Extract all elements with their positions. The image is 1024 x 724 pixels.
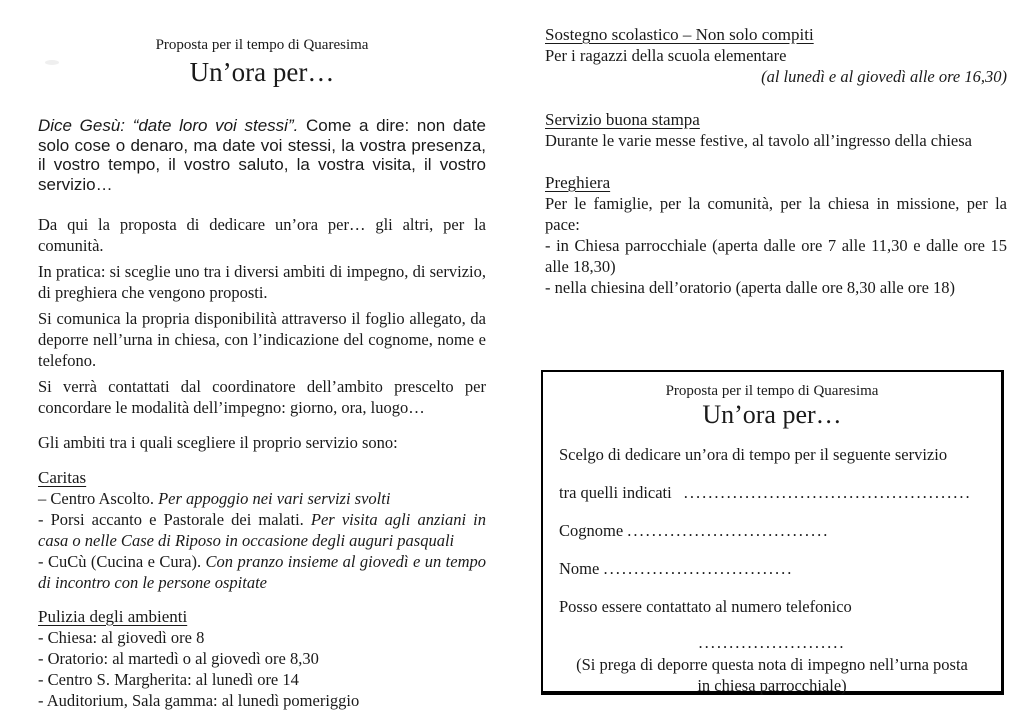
caritas-item <box>38 488 486 509</box>
stampa-line: Durante le varie messe festive, al tavolo all’ingresso della chiesa <box>545 131 973 150</box>
form-surname-row <box>559 520 985 541</box>
caritas-item-detail: Per appoggio nei vari servizi svolti <box>158 489 391 508</box>
caritas-item <box>38 551 486 593</box>
intro-quote: Dice Gesù: “date loro voi stessi”. <box>38 116 299 135</box>
caritas-item-lead: - CuCù (Cucina e Cura). <box>38 552 206 571</box>
caritas-item-detail: Per visita agli anziani in casa o nelle Case di Riposo in occasione degli auguri pasquali <box>38 510 486 550</box>
form-phone-blank: ........................ <box>698 633 846 652</box>
ambiti-intro-line: Gli ambiti tra i quali scegliere il proprio servizio sono: <box>38 433 398 452</box>
form-name-blank: ............................... <box>603 559 794 578</box>
section-heading-sostegno: Sostegno scolastico – Non solo compiti <box>545 25 814 44</box>
right-page-column <box>545 24 1007 318</box>
form-phone-line: Posso essere contattato al numero telefonico <box>559 597 852 616</box>
sostegno-line: Per i ragazzi della scuola elementare <box>545 46 787 65</box>
paragraph-si-comunica: Si comunica la propria disponibilità attraverso il foglio allegato, da deporre nell’urna in chiesa, con l’indicazione del cognome, nome e telefono. <box>38 309 486 370</box>
preghiera-item: - nella chiesina dell’oratorio (aperta dalle ore 8,30 alle ore 18) <box>545 278 956 297</box>
section-preghiera <box>545 172 1007 298</box>
section-heading-stampa: Servizio buona stampa <box>545 110 700 129</box>
intro-paragraph <box>38 116 486 194</box>
caritas-item-lead: - Porsi accanto e Pastorale dei malati. <box>38 510 311 529</box>
form-surname-blank: ................................. <box>627 521 830 540</box>
form-kicker: Proposta per il tempo di Quaresima <box>665 383 879 399</box>
form-name-row <box>559 558 985 579</box>
form-choice-blank: ............................................... <box>683 483 972 502</box>
form-choice-label: tra quelli indicati <box>559 483 672 502</box>
caritas-list <box>38 488 486 593</box>
form-name-label: Nome <box>559 559 604 578</box>
body-paragraphs <box>38 214 486 418</box>
paragraph-in-pratica: In pratica: si sceglie uno tra i diversi ambiti di impegno, di servizio, di preghiera che vengono proposti. <box>38 262 486 302</box>
preghiera-item: - in Chiesa parrocchiale (aperta dalle ore 7 alle 11,30 e dalle ore 15 alle 18,30) <box>545 236 1007 276</box>
pulizia-item: - Chiesa: al giovedì ore 8 <box>38 628 205 647</box>
preghiera-intro: Per le famiglie, per la comunità, per la chiesa in missione, per la pace: <box>545 194 1007 234</box>
section-heading-caritas: Caritas <box>38 468 87 487</box>
section-heading-preghiera: Preghiera <box>545 173 611 192</box>
pulizia-list <box>38 627 486 711</box>
commitment-form-box <box>541 370 1004 695</box>
form-note: (Si prega di deporre questa nota di impegno nell’urna posta in chiesa parrocchiale) <box>576 655 968 695</box>
form-surname-label: Cognome <box>559 521 628 540</box>
page-title: Un’ora per… <box>189 57 335 87</box>
form-choice-row <box>559 482 985 503</box>
form-choice-line: Scelgo di dedicare un’ora di tempo per il seguente servizio <box>559 445 948 464</box>
pulizia-item: - Oratorio: al martedì o al giovedì ore 8,30 <box>38 649 319 668</box>
caritas-item <box>38 509 486 551</box>
paragraph-si-verra: Si verrà contattati dal coordinatore dell’ambito prescelto per concordare le modalità dell’impegno: giorno, ora, luogo… <box>38 377 486 417</box>
section-stampa <box>545 109 1007 151</box>
left-page-column <box>38 36 486 711</box>
page-kicker: Proposta per il tempo di Quaresima <box>155 37 369 53</box>
pulizia-item: - Auditorium, Sala gamma: al lunedì pomeriggio <box>38 691 360 710</box>
caritas-item-lead: – Centro Ascolto. <box>38 489 159 508</box>
section-heading-pulizia: Pulizia degli ambienti <box>38 607 188 626</box>
section-sostegno <box>545 24 1007 87</box>
paragraph-da-qui: Da qui la proposta di dedicare un’ora per… gli altri, per la comunità. <box>38 215 486 255</box>
caritas-item-detail: Con pranzo insieme al giovedì e un tempo di incontro con le persone ospitate <box>38 552 486 592</box>
form-title: Un’ora per… <box>702 400 842 429</box>
intro-rest: Come a dire: non date solo cose o denaro, ma date voi stessi, la vostra presenza, il vostro tempo, il vostro saluto, la vostra visita, il vostro servizio… <box>38 116 486 194</box>
pulizia-item: - Centro S. Margherita: al lunedì ore 14 <box>38 670 299 689</box>
sostegno-schedule: (al lunedì e al giovedì alle ore 16,30) <box>761 67 1007 86</box>
